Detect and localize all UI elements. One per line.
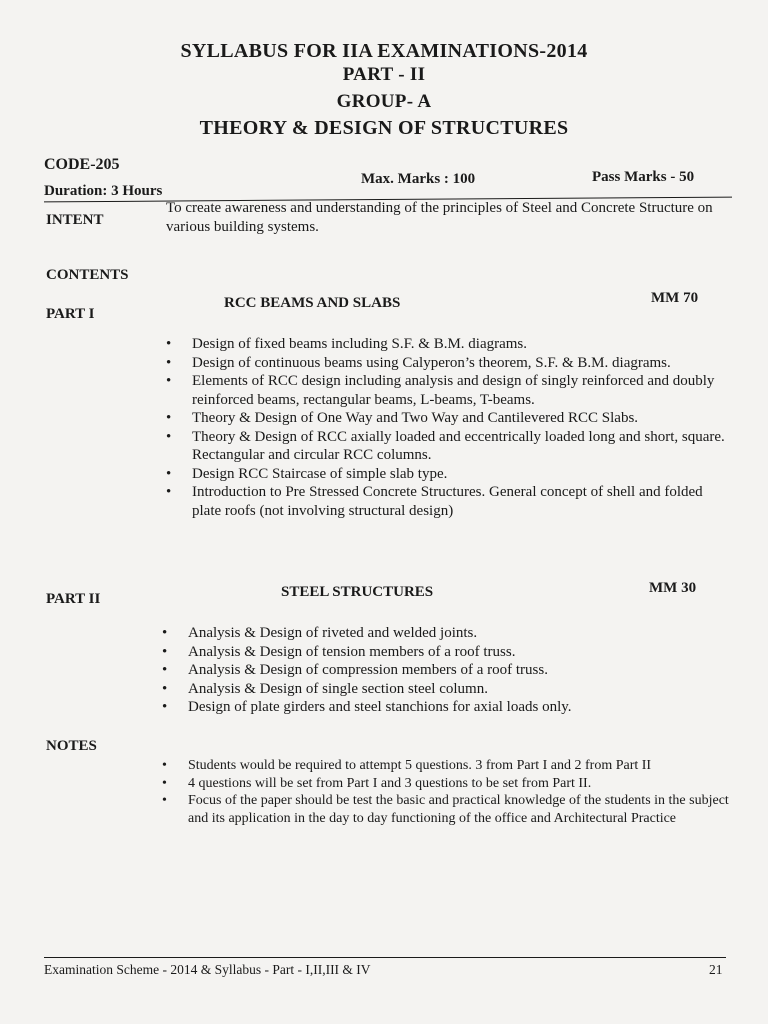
list-item: • Design of continuous beams using Calyperon’s theorem, S.F. & B.M. diagrams. xyxy=(166,354,734,373)
max-marks-label: Max. Marks : 100 xyxy=(361,171,476,187)
header-part: PART - II xyxy=(342,64,426,85)
part2-title: STEEL STRUCTURES xyxy=(281,584,434,600)
list-item: • Design RCC Staircase of simple slab type. xyxy=(166,465,734,484)
part1-list xyxy=(166,335,734,520)
header-subject: THEORY & DESIGN OF STRUCTURES xyxy=(199,117,569,139)
header-title: SYLLABUS FOR IIA EXAMINATIONS-2014 xyxy=(180,40,588,62)
part2-marks: MM 30 xyxy=(649,580,697,596)
part1-title: RCC BEAMS AND SLABS xyxy=(224,295,401,311)
list-item: • Analysis & Design of riveted and welded joints. xyxy=(162,624,734,643)
pass-marks-label: Pass Marks - 50 xyxy=(592,169,695,185)
list-item: • Theory & Design of One Way and Two Way and Cantilevered RCC Slabs. xyxy=(166,409,734,428)
list-item: • Elements of RCC design including analysis and design of singly reinforced and doubly reinforced beams, rectangular beams, L-beams, T-beams. xyxy=(166,372,734,409)
part2-list xyxy=(162,624,734,717)
code-label: CODE-205 xyxy=(44,156,120,173)
footer-divider xyxy=(44,957,726,958)
list-item: • Theory & Design of RCC axially loaded and eccentrically loaded long and short, square. Rectangular and circular RCC columns. xyxy=(166,428,734,465)
list-item: • Focus of the paper should be test the basic and practical knowledge of the students in the subject and its application in the day to day functioning of the office and Architectural Practice xyxy=(162,792,734,827)
notes-list xyxy=(162,757,734,827)
list-item: • Design of plate girders and steel stanchions for axial loads only. xyxy=(162,698,734,717)
part2-label: PART II xyxy=(46,591,101,607)
list-item: • Analysis & Design of single section steel column. xyxy=(162,680,734,699)
duration-label: Duration: 3 Hours xyxy=(44,183,163,199)
part1-label: PART I xyxy=(46,306,95,322)
contents-label: CONTENTS xyxy=(46,267,129,283)
list-item: • Analysis & Design of tension members of a roof truss. xyxy=(162,643,734,662)
list-item: • Design of fixed beams including S.F. & B.M. diagrams. xyxy=(166,335,734,354)
intent-label: INTENT xyxy=(46,212,104,228)
list-item: • Analysis & Design of compression members of a roof truss. xyxy=(162,661,734,680)
notes-label: NOTES xyxy=(46,738,97,754)
intent-text: To create awareness and understanding of the principles of Steel and Concrete Structure on various building systems. xyxy=(166,200,713,235)
list-item: • Students would be required to attempt 5 questions. 3 from Part I and 2 from Part II xyxy=(162,757,734,775)
list-item: • 4 questions will be set from Part I and 3 questions to be set from Part II. xyxy=(162,775,734,793)
part1-marks: MM 70 xyxy=(651,290,699,306)
header-group: GROUP- A xyxy=(336,91,432,112)
list-item: • Introduction to Pre Stressed Concrete Structures. General concept of shell and folded plate roofs (not involving structural design) xyxy=(166,483,734,520)
footer-text: Examination Scheme - 2014 & Syllabus - Part - I,II,III & IV xyxy=(44,962,371,977)
page-number: 21 xyxy=(709,962,723,977)
